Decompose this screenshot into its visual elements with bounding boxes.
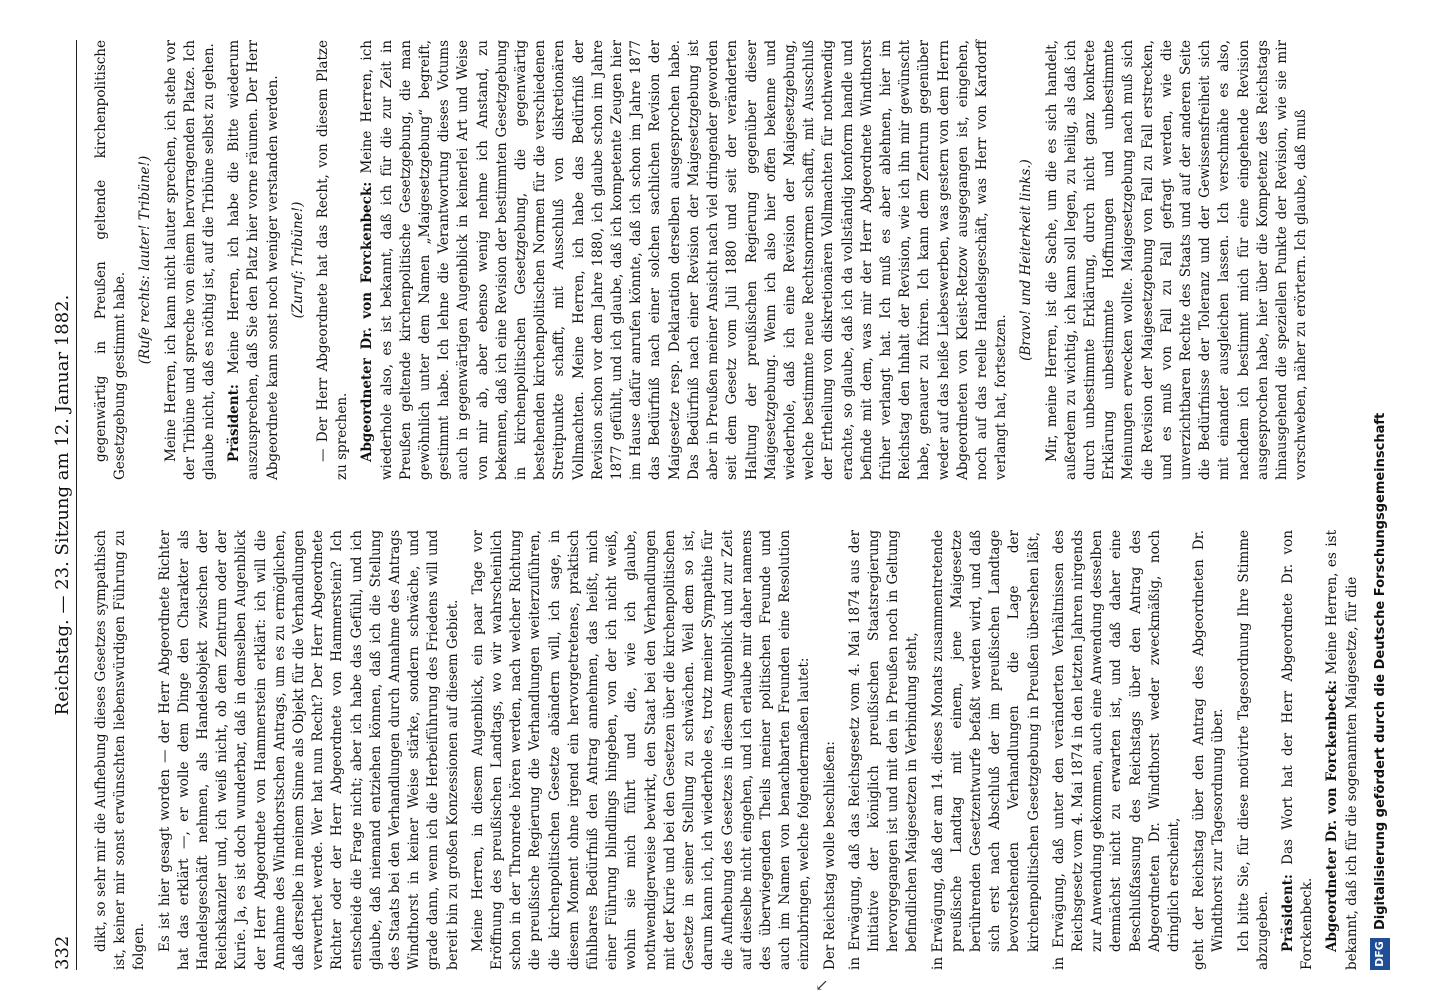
page-number: 332 — [52, 935, 73, 970]
speaker-text: Meine Herren, ich wiederhole also, es ist bekannt, daß ich für die zur Zeit in Preußen geltende kirchenpolitische Gesetzgebung, die man gewöhnlich unter dem Namen „Maigesetzgebung“ begreift, gestimmt habe. Ich lehne die Verantwortung dieses Votums auch in gegenwärtigen Augenblick in keinerlei Art und Weise von mir ab, aber ebenso wenig nehme ich Anstand, zu bekennen, daß ich eine Revision der bestimmten Gesetzgebung in kirchenpolitischen Gesetzgebung, die gegenwärtig bestehenden kirchenpolitischen Normen für die verschiedenen Streitpunkte schafft, mit Ausschluß von diskretionären Vollmachten. Meine Herren, ich habe das Bedürfniß der Revision schon vor dem Jahre 1880, ich glaube schon im Jahre 1877 gefühlt, und ich glaube, daß ich kompetente Zeugen hier im Hause dafür anrufen könnte, daß ich schon im Jahre 1877 das Bedürfniß nach einer solchen sachlichen Revision der Maigesetze resp. Deklaration derselben ausgesprochen habe. Das Bedürfniß nach einer Revision der Maigesetzgebung ist aber in Preußen meiner Ansicht nach viel dringender geworden seit dem Gesetz vom Juli 1880 und seit der veränderten Haltung der preußischen Regierung gegenüber dieser Maigesetzgebung. Wenn ich also hier offen bekenne und wiederhole, daß ich eine Revision der Maigesetzgebung, welche bestimmte neue Rechtsnormen schafft, mit Ausschluß der Ertheilung von diskretionären Vollmachten für nothwendig erachte, so glaube, daß ich da vollständig konform handle und befinde mit dem, was mir der Herr Abgeordnete Windthorst früher verlangt hat. Ich muß es aber ablehnen, hier im Reichstag den Inhalt der Revision, wie ich ihn mir gewünscht habe, genauer zu fixiren. Ich kann dem Zentrum gegenüber weder auf das heiße Liebeswerben, was gestern von dem Herrn Abgeordneten von Kleist-Retzow ausgegangen ist, eingehen, noch auf das reelle Handelsgeschäft, was Herr von Kardorff verlangt hat, fortsetzen. — [359, 40, 1010, 480]
interjection: (Rufe rechts: lauter! Tribüne!) — [137, 155, 154, 365]
left-paragraph-3: Meine Herren, in diesem Augenblick, ein paar Tage vor Eröffnung des preußischen Landtags, wo wir wahrscheinlich schon in der Thronrede hören werden, nach welcher Richtung die preußische Regierung die Verhandlungen weiterzuführen, die kirchenpolitischen Gesetze abändern will, ich sage, in diesem Moment ohne irgend ein hervorgetretenes, praktisch fühlbares Bedürfniß den Antrag annehmen, das heißt, mich einer Führung blindlings hingeben, von der ich nicht weiß, wohin sie mich führt und die, wie ich glaube, nothwendigerweise bewirkt, den Staat bei den Verhandlungen mit der Kurie und bei den Gesetzen über die kirchenpolitischen Gesetze in seiner Stellung zu schwächen. Weil dem so ist, darum kann ich, ich wiederhole es, trotz meiner Sympathie für die Aufhebung des Gesetzes in diesem Augenblick und zur Zeit auf dieselbe nicht eingehen, und ich erlaube mir daher namens des überwiegenden Theils meiner politischen Freunde und auch im Namen von benachbarten Freunden eine Resolution einzubringen, welche folgendermaßen lautet: — [469, 530, 813, 970]
speaker-text: Meine Herren, es ist bekannt, daß ich für die sogenannten Maigesetze, für die — [1324, 529, 1360, 970]
right-paragraph-1: gegenwärtig in Preußen geltende kirchenpolitische Gesetzgebung gestimmt habe. — [93, 40, 129, 480]
interjection: (Zuruf: Tribüne!) — [289, 201, 306, 319]
speaker-label: Präsident: — [1279, 874, 1296, 952]
dfg-logo: DFG — [1370, 938, 1390, 970]
motion-item-2: in Erwägung, daß der am 14. dieses Monats zusammentretende preußische Landtag mit einem, jene Maigesetze berührenden Gesetzentwurfe befaßt werden wird, und daß sich erst nach Abschluß der im preußischen Landtage bevorstehenden Verhandlungen die Lage der kirchenpolitischen Gesetzgebung in Preußen übersehen läßt, — [929, 530, 1042, 970]
footer-text: Digitalisierung gefördert durch die Deutsche Forschungsgemeinschaft — [1373, 412, 1388, 930]
forckenbeck-start — [1323, 530, 1361, 970]
left-paragraph-1: dikt, so sehr mir die Aufhebung dieses Gesetzes sympathisch ist, keiner mir sonst erwünschten liebenswürdigen Führung zu folgen. — [93, 530, 148, 970]
margin-mark: ↖ — [812, 978, 831, 992]
speaker-label: Präsident: — [226, 384, 243, 462]
president-remark — [225, 40, 283, 480]
motion-item-3: in Erwägung, daß unter den veränderten Verhältnissen des Reichsgesetz vom 4. Mai 1874 in den letzten Jahren nirgends zur Anwendung gekommen, auch eine Anwendung desselben demnächst nicht zu erwarten ist, und daß daher eine Beschlußfassung des Reichstags über den Antrag des Abgeordneten Dr. Windthorst weder zweckmäßig, noch dringlich erscheint, — [1050, 530, 1182, 970]
president-remark — [1279, 530, 1317, 970]
speaker-text: Meine Herren, ich habe die Bitte wiederum auszusprechen, daß Sie den Platz hier vorne räumen. Der Herr Abgeordnete kann sonst noch weniger verstanden werden. — [226, 40, 281, 480]
speaker-label: Abgeordneter Dr. von Forckenbeck: — [359, 181, 376, 462]
right-paragraph-4: Mir, meine Herren, ist die Sache, um die es sich handelt, außerdem zu wichtig, ich kann soll legen, zu heilig, als daß ich durch unbestimmte Erklärung, durch nicht ganz konkrete Erklärung unbestimmte Hoffnungen und unbestimmte Meinungen erwecken wollte. Maigesetzgebung nach muß sich die Revision der Maigesetzgebung von Fall zu Fall erstrecken, und es muß von Fall zu Fall gefragt werden, wie die unverzichtbaren Rechte des Staats und auf der anderen Seite die Bedürfnisse der Toleranz und der Gewissensfreiheit sich mit einander ausgleichen lassen. Ich verschmähe es also, nachdem ich bestimmt mich für eine eingehende Revision ausgesprochen habe, hier über die Kompetenz des Reichstags hinausgehend die speziellen Punkte der Revision, wie sie mir vorschweben, näher zu erörtern. Ich glaube, daß muß — [1043, 40, 1310, 480]
left-paragraph-2: Es ist hier gesagt worden — der Herr Abgeordnete Richter hat das erklärt —, er wolle dem Dinge den Charakter als Handelsgeschäft nehmen, als Handelsobjekt zwischen der Reichskanzler und, ich weiß nicht, ob dem Zentrum oder der Kurie. Ja, es ist doch wunderbar, daß in demselben Augenblick der Herr Abgeordnete von Hammerstein erklärt: ich will die Annahme des Windthorstschen Antrags, um es zu ermöglichen, daß derselbe in meinem Sinne als Objekt für die Verhandlungen verwerthet werde. Wer hat nun Recht? Der Herr Abgeordnete Richter oder der Herr Abgeordnete von Hammerstein? Ich entscheide die Frage nicht; aber ich habe das Gefühl, und ich glaube, daß niemand entziehen können, daß ich die Stellung des Staats bei den Verhandlungen durch Annahme des Antrags Windthorst in keiner Weise stärke, sondern schwäche, und grade dann, wenn ich die Herbeiführung des Friedens will und bereit bin zu großen Konzessionen auf diesem Gebiet. — [156, 530, 461, 970]
interjection: (Bravo! und Heiterkeit links.) — [1018, 159, 1035, 361]
motion-item-1: in Erwägung, daß das Reichsgesetz vom 4. Mai 1874 aus der Initiative der königlich preußischen Staatsregierung hervorgegangen ist und mit den in Preußen noch in Geltung befindlichen Maigesetzen in Verbindung steht, — [846, 530, 921, 970]
right-column — [92, 40, 1332, 480]
motion-item-4: geht der Reichstag über den Antrag des Abgeordneten Dr. Windthorst zur Tagesordnung über. — [1191, 530, 1227, 970]
speaker-label: Abgeordneter Dr. von Forckenbeck: — [1324, 680, 1341, 952]
right-paragraph-3: — Der Herr Abgeordnete hat das Recht, von diesem Platze zu sprechen. — [315, 40, 351, 480]
running-title: Reichstag. — 23. Sitzung am 12. Januar 1882. — [52, 294, 73, 716]
right-paragraph-2: Meine Herren, ich kann nicht lauter sprechen, ich stehe vor der Tribüne und spreche von einem hervorragenden Platze. Ich glaube nicht, daß es nöthig ist, auf die Tribüne selbst zu gehen. — [162, 40, 218, 480]
forckenbeck-speech — [358, 40, 1011, 480]
page-header — [50, 40, 77, 970]
motion-closing: Ich bitte Sie, für diese motivirte Tagesordnung Ihre Stimme abzugeben. — [1235, 530, 1271, 970]
left-column — [92, 529, 1360, 970]
speaker-text: Das Wort hat der Herr Abgeordnete Dr. von Forckenbeck. — [1279, 530, 1316, 970]
motion-intro: Der Reichstag wolle beschließen: — [821, 741, 838, 970]
